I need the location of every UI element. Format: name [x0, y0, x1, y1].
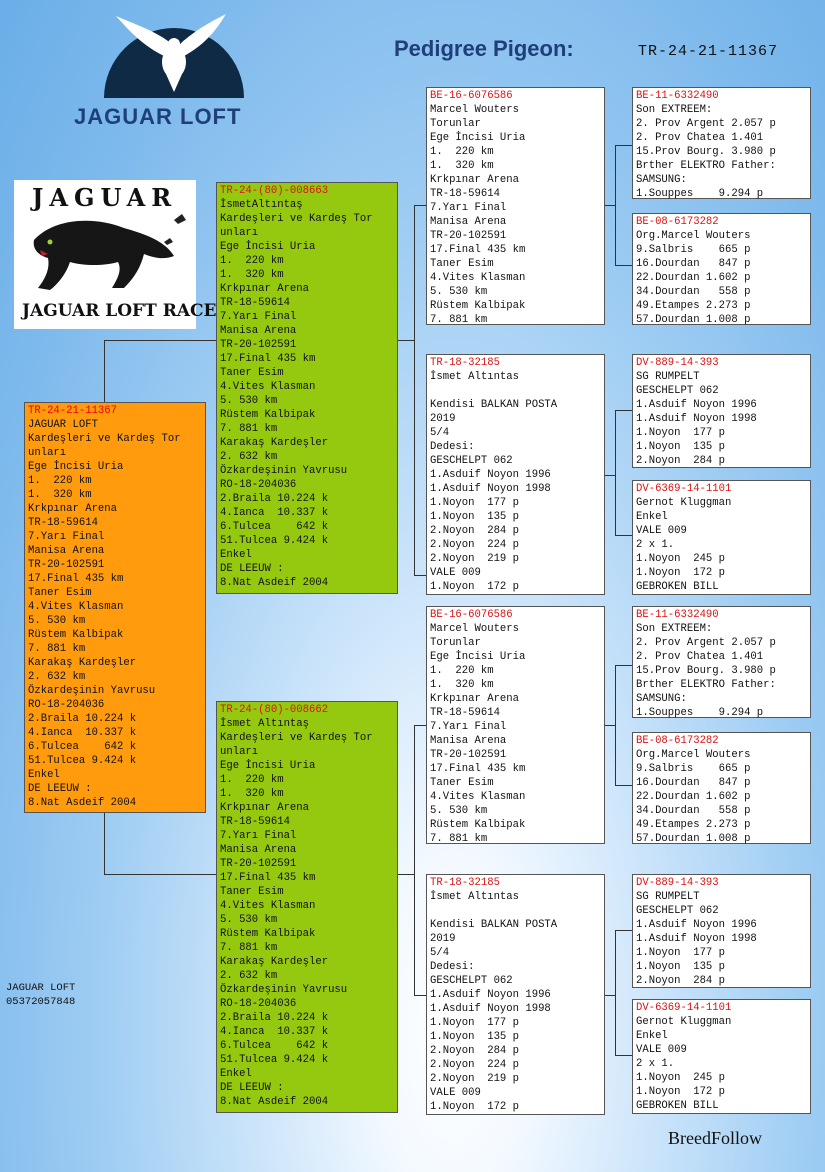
grandparent-details: İsmet Altıntas Kendisi BALKAN POSTA 2019 5/4 Dedesi: GESCHELPT 062 1.Asduif Noyon 1996 1.Asduif Noyon 1998 1.Noyon 177 p 1.Noyon 135 p 2.Noyon 284 p 2.Noyon 224 p 2.Noyon 219 p VALE 009 1.Noyon 172 p: [430, 891, 558, 1113]
grandsire-maternal-card[interactable]: [426, 606, 605, 844]
granddam-maternal-card[interactable]: [426, 874, 605, 1115]
subject-details: JAGUAR LOFT Kardeşleri ve Kardeş Tor unları Ege İncisi Uria 1. 220 km 1. 320 km Krkpınar Arena TR-18-59614 7.Yarı Final Manisa Arena TR-20-102591 17.Final 435 km Taner Esim 4.Vites Klasman 5. 530 km Rüstem Kalbipak 7. 881 km Karakaş Kardeşler 2. 632 km Özkardeşinin Yavrusu RO-18-204036 2.Braila 10.224 k 4.Ianca 10.337 k 6.Tulcea 642 k 51.Tulcea 9.424 k Enkel DE LEEUW : 8.Nat Asdeif 2004: [28, 419, 181, 809]
connector-line: [398, 874, 414, 875]
connector-line: [615, 930, 632, 931]
connector-line: [605, 725, 615, 726]
connector-line: [414, 205, 426, 206]
grandparent-ring: TR-18-32185: [430, 877, 500, 889]
subject-ring: TR-24-21-11367: [28, 405, 118, 417]
connector-line: [104, 874, 216, 875]
great-grandparent-card[interactable]: [632, 87, 811, 199]
grandparent-ring: BE-16-6076586: [430, 609, 513, 621]
great-grandparent-ring: DV-6369-14-1101: [636, 1002, 732, 1014]
connector-line: [615, 410, 616, 535]
great-grandparent-card[interactable]: [632, 606, 811, 718]
connector-line: [605, 475, 615, 476]
great-grandparent-details: Gernot Kluggman Enkel VALE 009 2 x 1. 1.Noyon 245 p 1.Noyon 172 p GEBROKEN BILL: [636, 497, 732, 593]
connector-line: [615, 145, 632, 146]
connector-line: [615, 410, 632, 411]
sire-details: İsmetAltıntaş Kardeşleri ve Kardeş Tor unları Ege İncisi Uria 1. 220 km 1. 320 km Krkpınar Arena TR-18-59614 7.Yarı Final Manisa Arena TR-20-102591 17.Final 435 km Taner Esim 4.Vites Klasman 5. 530 km Rüstem Kalbipak 7. 881 km Karakaş Kardeşler 2. 632 km Özkardeşinin Yavrusu RO-18-204036 2.Braila 10.224 k 4.Ianca 10.337 k 6.Tulcea 642 k 51.Tulcea 9.424 k Enkel DE LEEUW : 8.Nat Asdeif 2004: [220, 199, 373, 589]
connector-line: [104, 813, 105, 874]
great-grandparent-details: Gernot Kluggman Enkel VALE 009 2 x 1. 1.Noyon 245 p 1.Noyon 172 p GEBROKEN BILL: [636, 1016, 732, 1112]
grandsire-paternal-card[interactable]: [426, 87, 605, 325]
great-grandparent-details: Org.Marcel Wouters 9.Salbris 665 p 16.Dourdan 847 p 22.Dourdan 1.602 p 34.Dourdan 558 p 49.Etampes 2.273 p 57.Dourdan 1.008 p: [636, 230, 751, 326]
connector-line: [414, 205, 415, 575]
connector-line: [605, 995, 615, 996]
connector-line: [414, 995, 426, 996]
great-grandparent-ring: BE-08-6173282: [636, 216, 719, 228]
connector-line: [414, 725, 415, 995]
great-grandparent-card[interactable]: [632, 874, 811, 988]
loft-name: JAGUAR LOFT: [74, 104, 242, 129]
connector-line: [104, 340, 216, 341]
great-grandparent-details: Org.Marcel Wouters 9.Salbris 665 p 16.Dourdan 847 p 22.Dourdan 1.602 p 34.Dourdan 558 p 49.Etampes 2.273 p 57.Dourdan 1.008 p: [636, 749, 751, 845]
pedigree-title: Pedigree Pigeon:: [394, 36, 574, 61]
connector-line: [615, 665, 616, 785]
contact-name: JAGUAR LOFT: [6, 982, 76, 994]
connector-line: [615, 265, 632, 266]
great-grandparent-ring: DV-889-14-393: [636, 357, 719, 369]
dam-details: İsmet Altıntaş Kardeşleri ve Kardeş Tor unları Ege İncisi Uria 1. 220 km 1. 320 km Krkpınar Arena TR-18-59614 7.Yarı Final Manisa Arena TR-20-102591 17.Final 435 km Taner Esim 4.Vites Klasman 5. 530 km Rüstem Kalbipak 7. 881 km Karakaş Kardeşler 2. 632 km Özkardeşinin Yavrusu RO-18-204036 2.Braila 10.224 k 4.Ianca 10.337 k 6.Tulcea 642 k 51.Tulcea 9.424 k Enkel DE LEEUW : 8.Nat Asdeif 2004: [220, 718, 373, 1108]
connector-line: [615, 1055, 632, 1056]
jaguar-logo-caption: JAGUAR LOFT RACE: [22, 301, 217, 321]
great-grandparent-details: Son EXTREEM: 2. Prov Argent 2.057 p 2. Prov Chatea 1.401 15.Prov Bourg. 3.980 p Brther ELEKTRO Father: SAMSUNG: 1.Souppes 9.294 p: [636, 623, 776, 719]
connector-line: [615, 930, 616, 1055]
great-grandparent-ring: DV-889-14-393: [636, 877, 719, 889]
connector-line: [414, 725, 426, 726]
great-grandparent-card[interactable]: [632, 999, 811, 1114]
great-grandparent-ring: DV-6369-14-1101: [636, 483, 732, 495]
connector-line: [104, 340, 105, 402]
great-grandparent-card[interactable]: [632, 732, 811, 844]
dam-ring: TR-24-(80)-008662: [220, 704, 329, 716]
jaguar-logo: [14, 180, 217, 329]
connector-line: [615, 145, 616, 265]
connector-line: [615, 535, 632, 536]
grandparent-ring: BE-16-6076586: [430, 90, 513, 102]
great-grandparent-card[interactable]: [632, 480, 811, 595]
jaguar-logo-word: JAGUAR: [32, 183, 178, 212]
great-grandparent-details: Son EXTREEM: 2. Prov Argent 2.057 p 2. Prov Chatea 1.401 15.Prov Bourg. 3.980 p Brther ELEKTRO Father: SAMSUNG: 1.Souppes 9.294 p: [636, 104, 776, 200]
subject-pigeon-card[interactable]: [24, 402, 206, 813]
contact-info: [6, 981, 75, 1009]
great-grandparent-ring: BE-11-6332490: [636, 90, 719, 102]
connector-line: [605, 205, 615, 206]
grandparent-details: İsmet Altıntas Kendisi BALKAN POSTA 2019 5/4 Dedesi: GESCHELPT 062 1.Asduif Noyon 1996 1.Asduif Noyon 1998 1.Noyon 177 p 1.Noyon 135 p 2.Noyon 284 p 2.Noyon 224 p 2.Noyon 219 p VALE 009 1.Noyon 172 p: [430, 371, 558, 593]
grandparent-details: Marcel Wouters Torunlar Ege İncisi Uria 1. 220 km 1. 320 km Krkpınar Arena TR-18-59614 7.Yarı Final Manisa Arena TR-20-102591 17.Final 435 km Taner Esim 4.Vites Klasman 5. 530 km Rüstem Kalbipak 7. 881 km: [430, 104, 526, 326]
great-grandparent-card[interactable]: [632, 354, 811, 468]
great-grandparent-card[interactable]: [632, 213, 811, 325]
grandparent-details: Marcel Wouters Torunlar Ege İncisi Uria 1. 220 km 1. 320 km Krkpınar Arena TR-18-59614 7.Yarı Final Manisa Arena TR-20-102591 17.Final 435 km Taner Esim 4.Vites Klasman 5. 530 km Rüstem Kalbipak 7. 881 km: [430, 623, 526, 845]
connector-line: [414, 575, 426, 576]
great-grandparent-ring: BE-11-6332490: [636, 609, 719, 621]
great-grandparent-ring: BE-08-6173282: [636, 735, 719, 747]
connector-line: [615, 785, 632, 786]
great-grandparent-details: SG RUMPELT GESCHELPT 062 1.Asduif Noyon 1996 1.Asduif Noyon 1998 1.Noyon 177 p 1.Noyon 135 p 2.Noyon 284 p: [636, 371, 757, 467]
brand-name: BreedFollow: [668, 1128, 762, 1148]
contact-phone: 05372057848: [6, 996, 76, 1008]
grandparent-ring: TR-18-32185: [430, 357, 500, 369]
granddam-paternal-card[interactable]: [426, 354, 605, 595]
connector-line: [615, 665, 632, 666]
pedigree-ring-number: TR-24-21-11367: [638, 43, 779, 60]
great-grandparent-details: SG RUMPELT GESCHELPT 062 1.Asduif Noyon 1996 1.Asduif Noyon 1998 1.Noyon 177 p 1.Noyon 135 p 2.Noyon 284 p: [636, 891, 757, 987]
sire-card[interactable]: [216, 182, 398, 594]
dove-logo: [104, 12, 244, 98]
sire-ring: TR-24-(80)-008663: [220, 185, 329, 197]
dam-card[interactable]: [216, 701, 398, 1113]
connector-line: [398, 340, 414, 341]
